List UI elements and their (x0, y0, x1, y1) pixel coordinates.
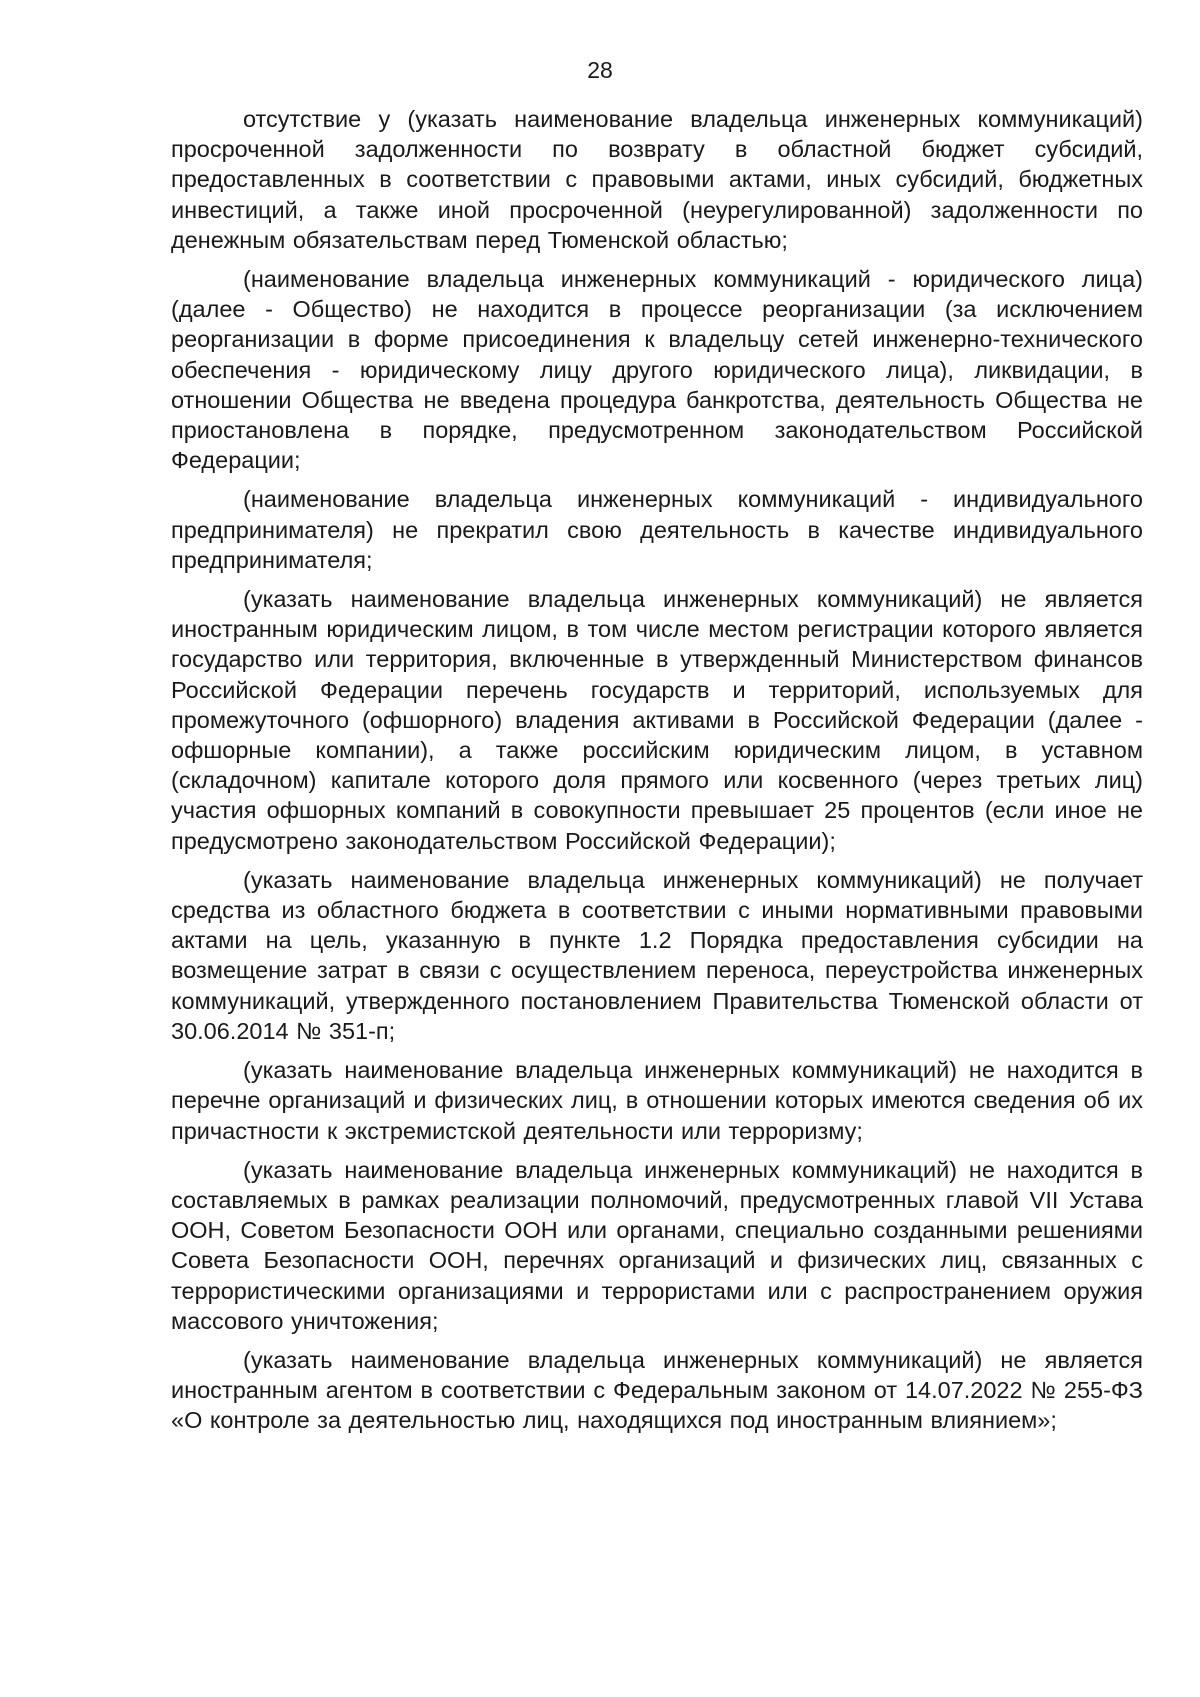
paragraph-no-debt: отсутствие у (указать наименование владельца инженерных коммуникаций) просроченной задолженности по возврату в областной бюджет субсидий, предоставленных в соответствии с правовыми актами, иных субсидий, бюджетных инвестиций, а также иной просроченной (неурегулированной) задолженности по денежным обязательствам перед Тюменской областью; (171, 106, 1143, 253)
paragraph-no-other-budget-funds: (указать наименование владельца инженерных коммуникаций) не получает средства из областного бюджета в соответствии с иными нормативными правовыми актами на цель, указанную в пункте 1.2 Порядка предоставления субсидии на возмещение затрат в связи с осуществлением переноса, переустройства инженерных коммуникаций, утвержденного постановлением Правительства Тюменской области от 30.06.2014 № 351-п; (171, 866, 1143, 1044)
paragraph-individual-entrepreneur: (наименование владельца инженерных коммуникаций - индивидуального предпринимателя) не прекратил свою деятельность в качестве индивидуального предпринимателя; (171, 486, 1143, 573)
paragraph-not-foreign-entity: (указать наименование владельца инженерных коммуникаций) не является иностранным юридическим лицом, в том числе местом регистрации которого является государство или территория, включенные в утвержденный Министерством финансов Российской Федерации перечень государств и территорий, используемых для промежуточного (офшорного) владения активами в Российской Федерации (далее - офшорные компании), а также российским юридическим лицом, в уставном (складочном) капитале которого доля прямого или косвенного (через третьих лиц) участия офшорных компаний в совокупности превышает 25 процентов (если иное не предусмотрено законодательством Российской Федерации); (171, 586, 1143, 854)
paragraph-not-extremist-list: (указать наименование владельца инженерных коммуникаций) не находится в перечне организаций и физических лиц, в отношении которых имеются сведения об их причастности к экстремистской деятельности или терроризму; (171, 1057, 1143, 1144)
page-number: 28 (587, 57, 613, 83)
paragraph-legal-entity-status: (наименование владельца инженерных коммуникаций - юридического лица) (далее - Общество) не находится в процессе реорганизации (за исключением реорганизации в форме присоединения к владельцу сетей инженерно-технического обеспечения - юридическому лицу другого юридического лица), ликвидации, в отношении Общества не введена процедура банкротства, деятельность Общества не приостановлена в порядке, предусмотренном законодательством Российской Федерации; (171, 266, 1143, 474)
paragraph-not-foreign-agent: (указать наименование владельца инженерных коммуникаций) не является иностранным агентом в соответствии с Федеральным законом от 14.07.2022 № 255-ФЗ «О контроле за деятельностью лиц, находящихся под иностранным влиянием»; (171, 1346, 1143, 1434)
paragraph-not-un-sanctions-list: (указать наименование владельца инженерных коммуникаций) не находится в составляемых в рамках реализации полномочий, предусмотренных главой VII Устава ООН, Советом Безопасности ООН или органами, специально созданными решениями Совета Безопасности ООН, перечнях организаций и физических лиц, связанных с террористическими организациями и террористами или с распространением оружия массового уничтожения; (171, 1156, 1143, 1334)
document-body (171, 104, 1143, 1445)
